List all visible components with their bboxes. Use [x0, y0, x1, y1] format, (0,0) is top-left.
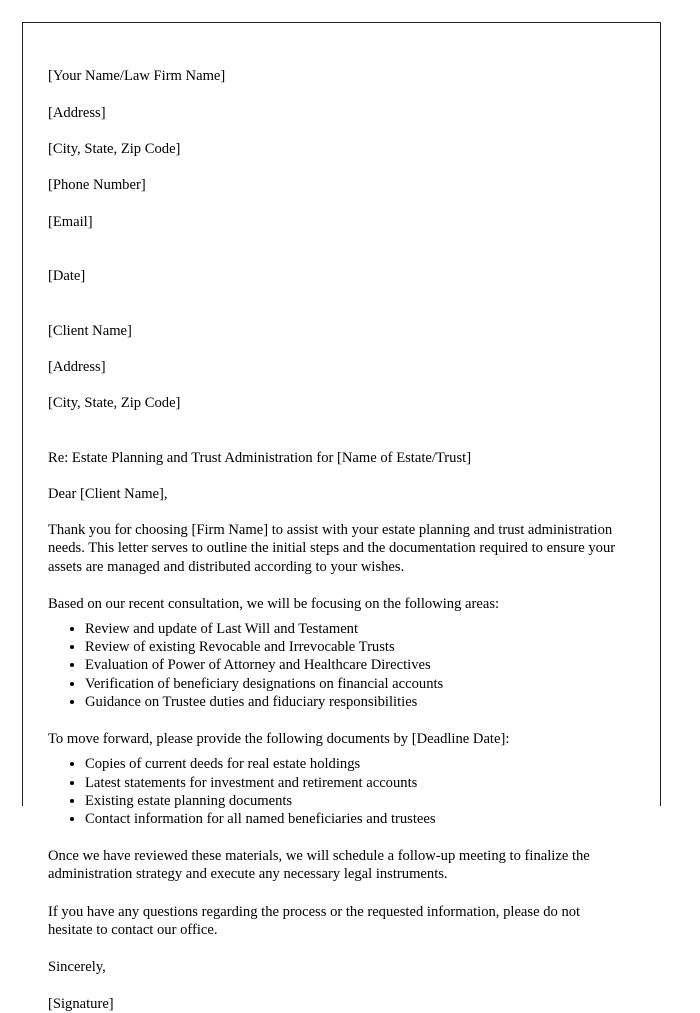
recipient-city-state-zip: [City, State, Zip Code] [48, 395, 181, 412]
recipient-name: [Client Name] [48, 322, 132, 339]
spacer [48, 431, 623, 449]
list-item: • Copies of current deeds for real estate holdings [85, 755, 623, 773]
salutation: Dear [Client Name], [48, 486, 168, 503]
sender-phone: [Phone Number] [48, 177, 146, 194]
sender-address-block [48, 49, 623, 249]
list-item: • Review of existing Revocable and Irrevocable Trusts [85, 638, 623, 656]
spacer [48, 285, 623, 303]
sender-street: [Address] [48, 104, 106, 121]
list-item: • Evaluation of Power of Attorney and Healthcare Directives [85, 656, 623, 674]
opening-paragraph: Thank you for choosing [Firm Name] to assist with your estate planning and trust administration needs. This letter serves to outline the initial steps and the documentation required to ensure your assets are managed and distributed according to your wishes. [48, 522, 616, 575]
sender-city-state-zip: [City, State, Zip Code] [48, 141, 181, 158]
spacer [48, 249, 623, 267]
list-item: • Verification of beneficiary designations on financial accounts [85, 675, 623, 693]
list-item: • Latest statements for investment and retirement accounts [85, 774, 623, 792]
requested-documents-list [48, 755, 623, 828]
subject-line: Re: Estate Planning and Trust Administration for [Name of Estate/Trust] [48, 449, 472, 466]
list-item: • Contact information for all named beneficiaries and trustees [85, 810, 623, 828]
letter-page [22, 22, 661, 1013]
list-item: • Review and update of Last Will and Testament [85, 620, 623, 638]
followup-paragraph: Once we have reviewed these materials, we will schedule a follow-up meeting to finalize the administration strategy and execute any necessary legal instruments. [48, 848, 590, 883]
spacer [48, 976, 623, 995]
focus-areas-list [48, 620, 623, 711]
list-item: • Existing estate planning documents [85, 792, 623, 810]
spacer [48, 576, 623, 595]
spacer [48, 939, 623, 958]
sender-email: [Email] [48, 213, 93, 230]
list-item: • Guidance on Trustee duties and fiduciary responsibilities [85, 693, 623, 711]
focus-areas-intro: Based on our recent consultation, we will be focusing on the following areas: [48, 595, 500, 612]
date-line: [Date] [48, 268, 86, 285]
letter-body [48, 49, 623, 1013]
spacer [48, 503, 623, 521]
spacer [48, 711, 623, 730]
spacer [48, 467, 623, 485]
spacer [48, 828, 623, 847]
recipient-address-block [48, 303, 623, 430]
spacer [48, 884, 623, 903]
closing-salutation: Sincerely, [48, 958, 106, 975]
questions-paragraph: If you have any questions regarding the process or the requested information, please do not hesitate to contact our office. [48, 903, 581, 938]
sender-name: [Your Name/Law Firm Name] [48, 68, 226, 85]
requested-documents-intro: To move forward, please provide the following documents by [Deadline Date]: [48, 731, 510, 748]
signature-line: [Signature] [48, 996, 114, 1013]
recipient-street: [Address] [48, 359, 106, 376]
